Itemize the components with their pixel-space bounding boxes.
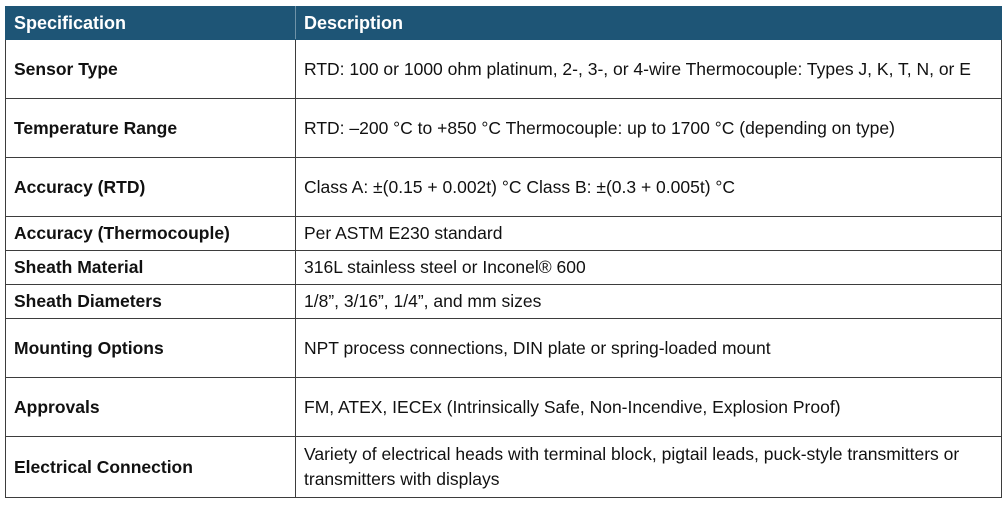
- spec-description: FM, ATEX, IECEx (Intrinsically Safe, Non-Incendive, Explosion Proof): [296, 378, 1002, 437]
- spec-label: Approvals: [6, 378, 296, 437]
- spec-label: Sensor Type: [6, 40, 296, 99]
- column-header-specification: Specification: [6, 7, 296, 40]
- spec-label: Accuracy (Thermocouple): [6, 217, 296, 251]
- spec-description: 316L stainless steel or Inconel® 600: [296, 251, 1002, 285]
- table-row: [6, 251, 1002, 285]
- spec-description: 1/8”, 3/16”, 1/4”, and mm sizes: [296, 285, 1002, 319]
- table-row: [6, 437, 1002, 498]
- spec-label: Accuracy (RTD): [6, 158, 296, 217]
- spec-label: Temperature Range: [6, 99, 296, 158]
- spec-label: Electrical Connection: [6, 437, 296, 498]
- table-row: [6, 378, 1002, 437]
- spec-label: Sheath Diameters: [6, 285, 296, 319]
- spec-label: Sheath Material: [6, 251, 296, 285]
- table-header-row: [6, 7, 1002, 40]
- spec-label: Mounting Options: [6, 319, 296, 378]
- spec-description: RTD: –200 °C to +850 °C Thermocouple: up to 1700 °C (depending on type): [296, 99, 1002, 158]
- table-row: [6, 40, 1002, 99]
- table-row: [6, 285, 1002, 319]
- table-row: [6, 158, 1002, 217]
- specification-table: [5, 6, 1002, 498]
- spec-description: NPT process connections, DIN plate or spring-loaded mount: [296, 319, 1002, 378]
- table-row: [6, 99, 1002, 158]
- spec-description: Per ASTM E230 standard: [296, 217, 1002, 251]
- table-row: [6, 319, 1002, 378]
- spec-description: RTD: 100 or 1000 ohm platinum, 2-, 3-, or 4-wire Thermocouple: Types J, K, T, N, or E: [296, 40, 1002, 99]
- column-header-description: Description: [296, 7, 1002, 40]
- table-row: [6, 217, 1002, 251]
- spec-description: Class A: ±(0.15 + 0.002t) °C Class B: ±(0.3 + 0.005t) °C: [296, 158, 1002, 217]
- spec-description: Variety of electrical heads with terminal block, pigtail leads, puck-style transmitters or transmitters with displays: [296, 437, 1002, 498]
